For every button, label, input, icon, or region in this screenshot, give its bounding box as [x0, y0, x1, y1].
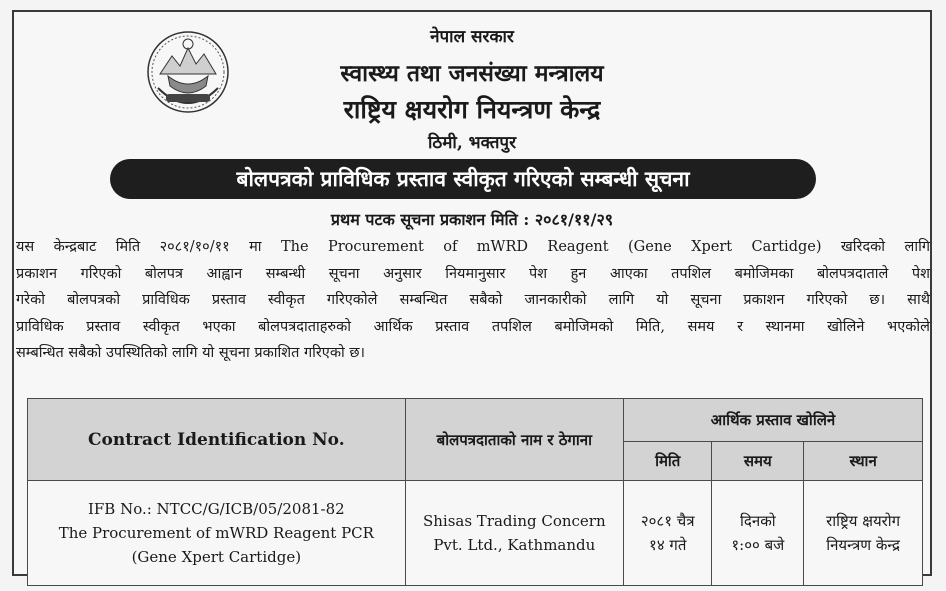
table-row — [28, 481, 923, 586]
opening-date-month: २०८१ चैत्र — [640, 512, 695, 530]
body-line: सम्बन्धित सबैको उपस्थितिको लागि यो सूचना प्रकाशित गरिएको छ। — [16, 345, 365, 361]
contract-description: The Procurement of mWRD Reagent PCR — [58, 524, 374, 542]
government-name: नेपाल सरकार — [430, 27, 514, 47]
ministry-name: स्वास्थ्य तथा जनसंख्या मन्त्रालय — [340, 60, 604, 87]
cell-place — [804, 481, 923, 586]
opening-place-line1: राष्ट्रिय क्षयरोग — [826, 512, 901, 530]
contract-item: (Gene Xpert Cartidge) — [131, 548, 302, 566]
notice-title-banner: बोलपत्रको प्राविधिक प्रस्ताव स्वीकृत गरिएको सम्बन्धी सूचना — [110, 159, 816, 199]
bidder-address: Pvt. Ltd., Kathmandu — [433, 536, 596, 554]
cell-bidder — [405, 481, 623, 586]
cell-contract-id — [28, 481, 406, 586]
header-date: मिति — [623, 442, 711, 481]
opening-time-value: १:०० बजे — [731, 536, 785, 554]
body-line: यस केन्द्रबाट मिति २०८१/१०/११ मा The Procurement of mWRD Reagent (Gene Xpert Cartidge) खरिदको लागि — [16, 239, 930, 255]
bidder-name: Shisas Trading Concern — [422, 512, 606, 530]
opening-time-label: दिनको — [740, 512, 776, 530]
body-line: प्रकाशन गरिएको बोलपत्र आह्वान सम्बन्धी सूचना अनुसार नियमानुसार पेश हुन आएका तपशिल बमोजिमका बोलपत्रदाताले पेश — [16, 265, 930, 282]
body-line: गरेको बोलपत्रको प्राविधिक प्रस्ताव स्वीकृत गरिएकोले सम्बन्धित सबैको जानकारीको लागि यो सूचना प्रकाशन गरिएको छ। साथै — [16, 292, 930, 308]
header-place: स्थान — [804, 442, 923, 481]
contract-ifb-number: IFB No.: NTCC/G/ICB/05/2081-82 — [87, 500, 345, 518]
header-time: समय — [712, 442, 804, 481]
body-line: प्राविधिक प्रस्ताव स्वीकृत भएका बोलपत्रदाताहरुको आर्थिक प्रस्ताव तपशिल बमोजिमको मिति, समय र स्थानमा खोलिने भएकोले — [16, 318, 930, 335]
notice-body — [16, 234, 930, 367]
header-financial-opening: आर्थिक प्रस्ताव खोलिने — [623, 399, 922, 442]
cell-time — [712, 481, 804, 586]
opening-place-line2: नियन्त्रण केन्द्र — [826, 536, 901, 554]
cell-date — [623, 481, 711, 586]
center-name: राष्ट्रिय क्षयरोग नियन्त्रण केन्द्र — [343, 95, 601, 124]
header-bidder: बोलपत्रदाताको नाम र ठेगाना — [405, 399, 623, 481]
notice-frame — [12, 10, 932, 576]
opening-date-day: १४ गते — [649, 536, 687, 554]
publication-date: प्रथम पटक सूचना प्रकाशन मिति : २०८१/११/२९ — [330, 210, 614, 229]
bid-details-table — [27, 398, 923, 586]
header-contract-id: Contract Identification No. — [28, 399, 406, 481]
center-address: ठिमी, भक्तपुर — [427, 133, 517, 153]
